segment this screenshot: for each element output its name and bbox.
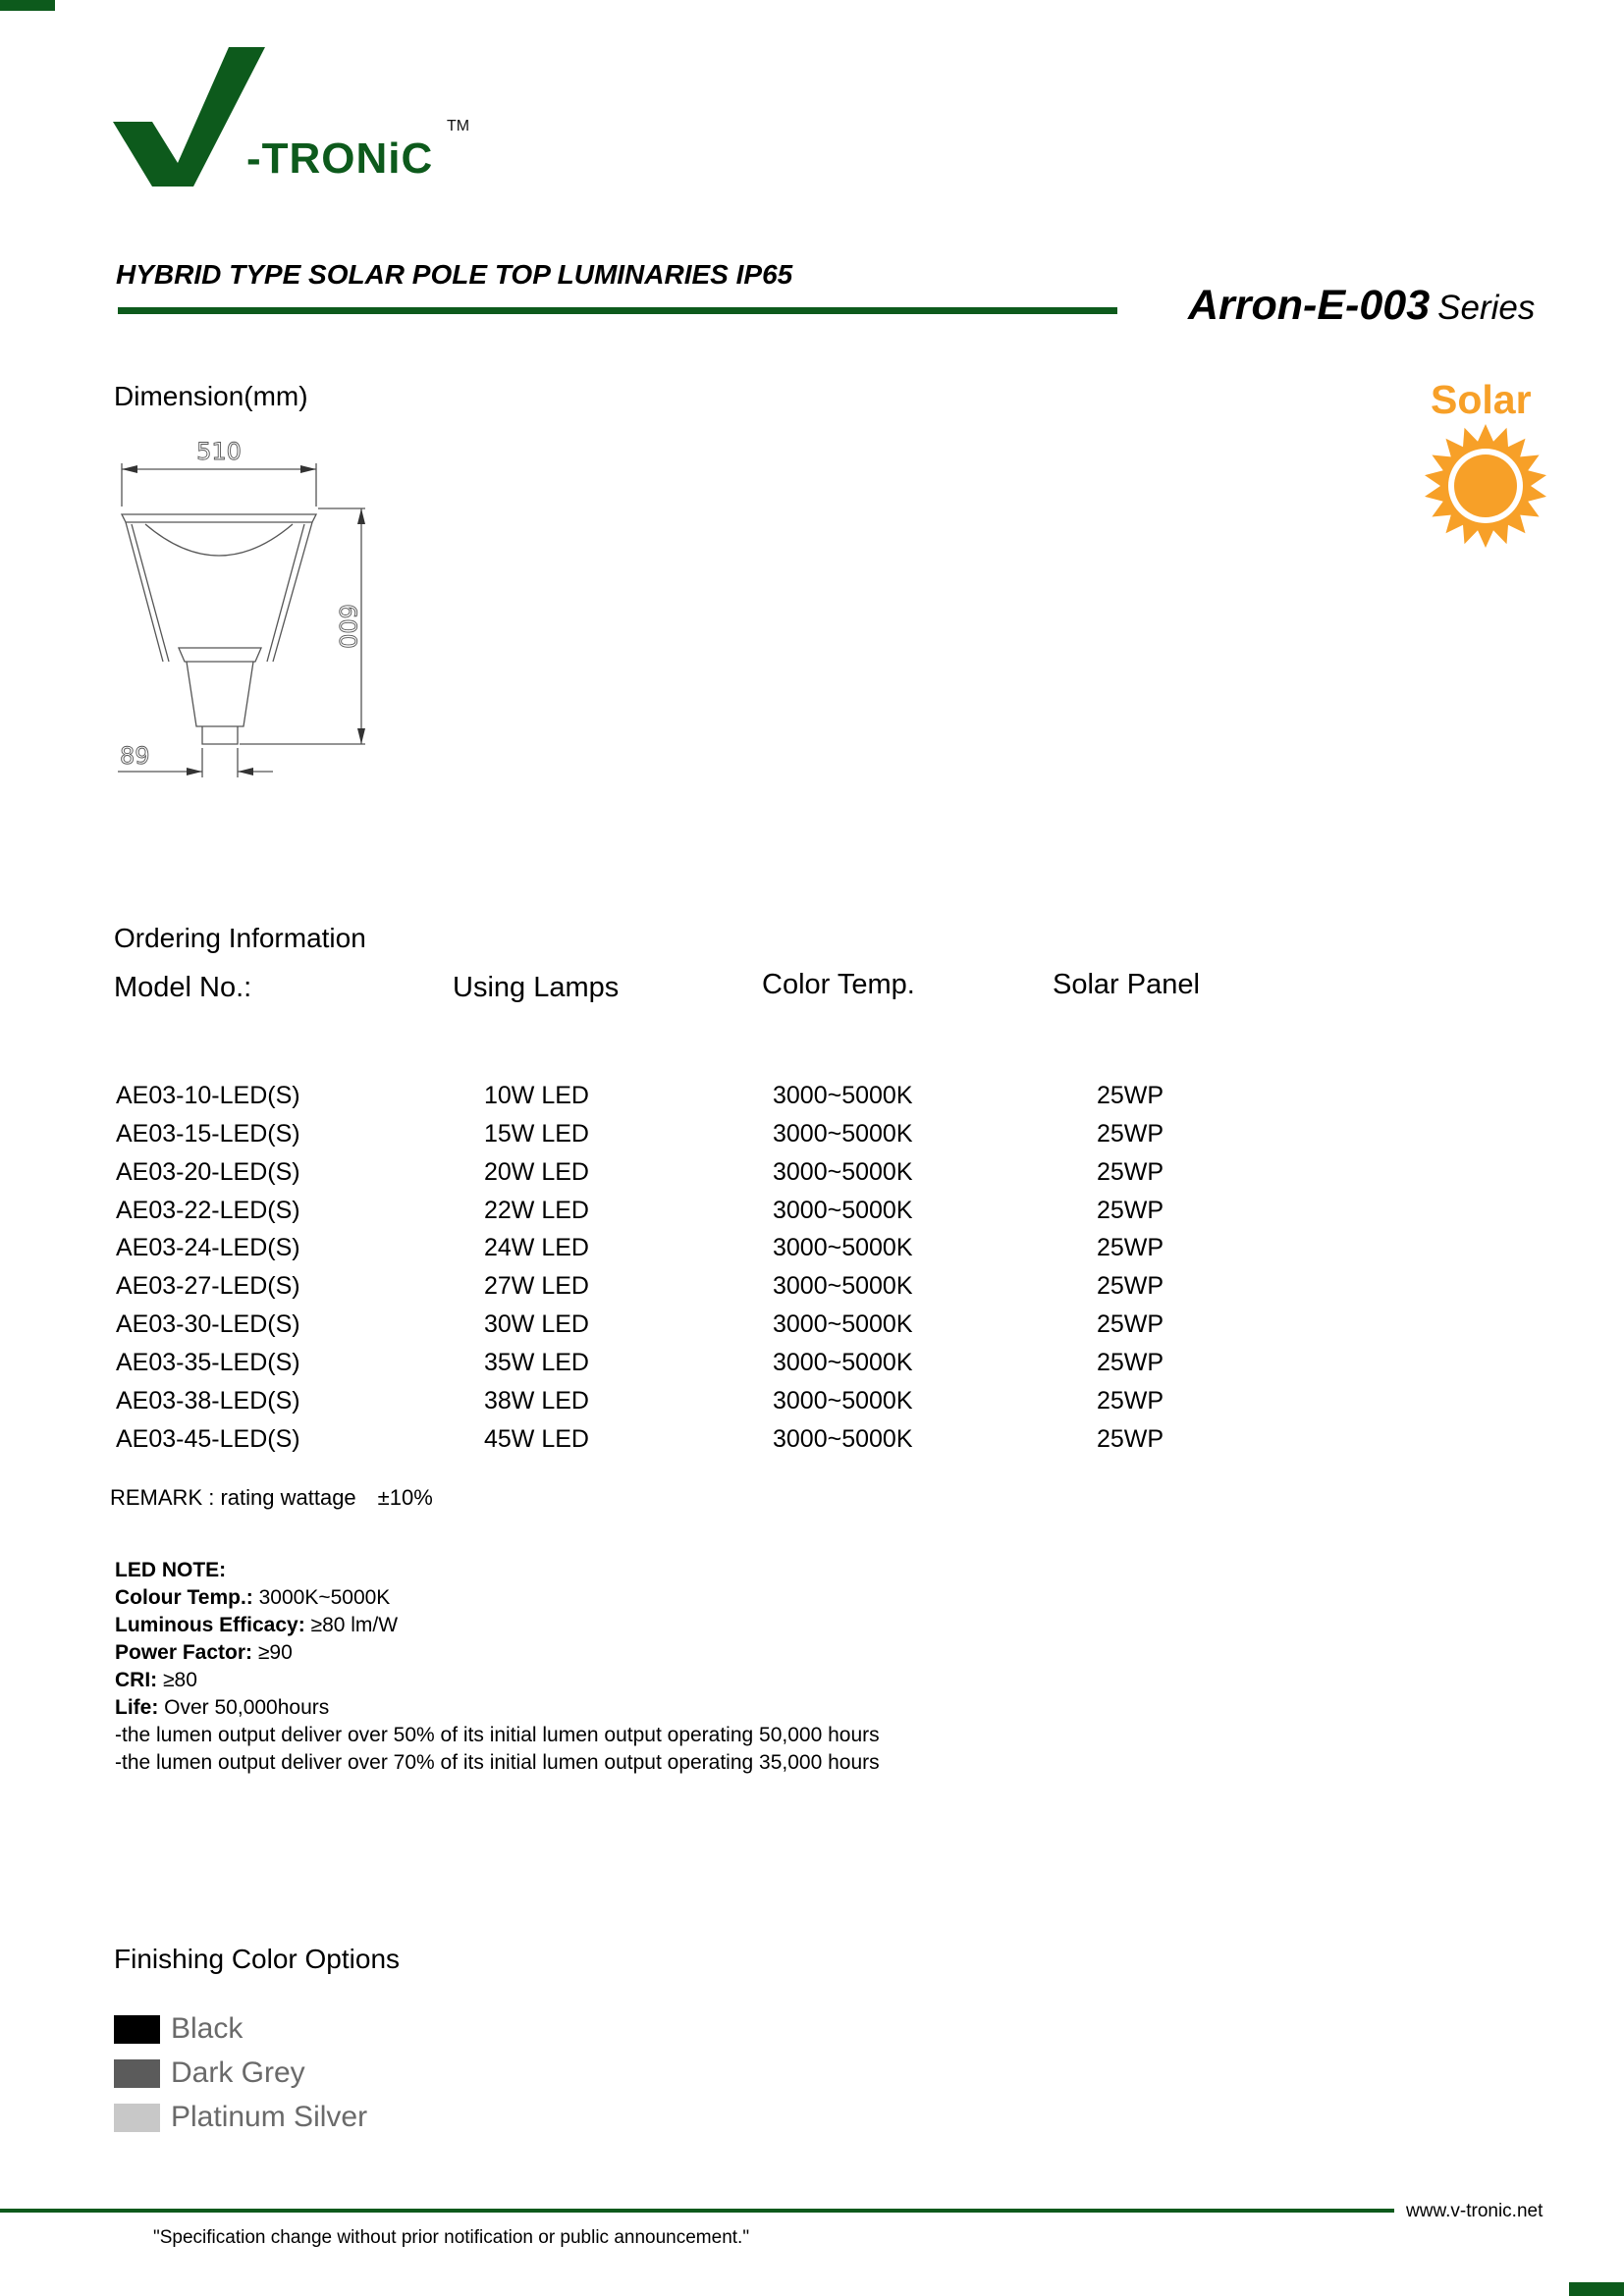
led-note <box>115 1557 880 1777</box>
cell-lamps: 35W LED <box>484 1349 589 1376</box>
table-row <box>0 1387 1276 1425</box>
cell-model: AE03-35-LED(S) <box>116 1349 300 1376</box>
cell-color-temp: 3000~5000K <box>773 1349 913 1376</box>
cell-lamps: 27W LED <box>484 1272 589 1300</box>
cell-model: AE03-10-LED(S) <box>116 1082 300 1109</box>
series-name: Arron-E-003 <box>1188 282 1431 329</box>
cell-model: AE03-30-LED(S) <box>116 1310 300 1338</box>
cell-lamps: 45W LED <box>484 1425 589 1453</box>
brand-name: -TRONiC <box>246 134 434 183</box>
cell-color-temp: 3000~5000K <box>773 1158 913 1186</box>
cell-lamps: 24W LED <box>484 1234 589 1261</box>
color-swatch <box>114 2104 160 2132</box>
cell-solar-panel: 25WP <box>1097 1197 1164 1224</box>
color-option-label: Platinum Silver <box>171 2101 368 2133</box>
cell-model: AE03-22-LED(S) <box>116 1197 300 1224</box>
remark <box>110 1485 433 1511</box>
led-note-item: Power Factor: ≥90 <box>115 1641 293 1664</box>
ordering-heading: Ordering Information <box>114 923 366 953</box>
title-divider <box>118 307 1117 314</box>
column-header-model: Model No.: <box>114 972 252 1003</box>
cell-model: AE03-45-LED(S) <box>116 1425 300 1453</box>
cell-color-temp: 3000~5000K <box>773 1387 913 1415</box>
cell-color-temp: 3000~5000K <box>773 1197 913 1224</box>
column-header-color-temp: Color Temp. <box>762 969 915 1000</box>
led-note-item: Colour Temp.: 3000K~5000K <box>115 1586 391 1609</box>
cell-solar-panel: 25WP <box>1097 1310 1164 1338</box>
checkmark-logo-icon <box>113 47 265 189</box>
solar-label: Solar <box>1431 377 1532 422</box>
trademark-mark: TM <box>447 118 470 134</box>
cell-lamps: 30W LED <box>484 1310 589 1338</box>
remark-text: REMARK : rating wattage <box>110 1485 356 1510</box>
series-suffix: Series <box>1437 289 1536 327</box>
led-note-heading: LED NOTE: <box>115 1559 227 1581</box>
dimension-width-label: 510 <box>196 438 242 465</box>
cell-solar-panel: 25WP <box>1097 1349 1164 1376</box>
table-row <box>0 1272 1276 1310</box>
table-row <box>0 1310 1276 1349</box>
cell-solar-panel: 25WP <box>1097 1272 1164 1300</box>
cell-model: AE03-27-LED(S) <box>116 1272 300 1300</box>
cell-solar-panel: 25WP <box>1097 1234 1164 1261</box>
cell-model: AE03-20-LED(S) <box>116 1158 300 1186</box>
table-row <box>0 1158 1276 1197</box>
table-row <box>0 1120 1276 1158</box>
cell-color-temp: 3000~5000K <box>773 1120 913 1148</box>
led-note-line: -the lumen output deliver over 50% of its initial lumen output operating 50,000 hours <box>115 1724 880 1746</box>
column-header-lamps: Using Lamps <box>453 972 620 1003</box>
table-row <box>0 1197 1276 1235</box>
cell-color-temp: 3000~5000K <box>773 1425 913 1453</box>
cell-solar-panel: 25WP <box>1097 1120 1164 1148</box>
dimension-height-label: 600 <box>334 604 361 649</box>
led-note-line: -the lumen output deliver over 70% of its initial lumen output operating 35,000 hours <box>115 1751 880 1774</box>
led-note-item: Life: Over 50,000hours <box>115 1696 330 1719</box>
finishing-heading: Finishing Color Options <box>114 1944 401 1974</box>
product-title: HYBRID TYPE SOLAR POLE TOP LUMINARIES IP65 <box>116 259 793 290</box>
corner-accent-top <box>0 0 55 11</box>
color-swatch <box>114 2015 160 2044</box>
cell-solar-panel: 25WP <box>1097 1082 1164 1109</box>
cell-color-temp: 3000~5000K <box>773 1234 913 1261</box>
cell-model: AE03-15-LED(S) <box>116 1120 300 1148</box>
footer-divider <box>0 2209 1394 2213</box>
color-option-label: Dark Grey <box>171 2056 305 2089</box>
cell-solar-panel: 25WP <box>1097 1158 1164 1186</box>
led-note-item: Luminous Efficacy: ≥80 lm/W <box>115 1614 399 1636</box>
table-row <box>0 1425 1276 1464</box>
cell-solar-panel: 25WP <box>1097 1425 1164 1453</box>
cell-model: AE03-24-LED(S) <box>116 1234 300 1261</box>
column-header-solar-panel: Solar Panel <box>1053 969 1200 1000</box>
cell-lamps: 15W LED <box>484 1120 589 1148</box>
luminaire-dimension-drawing <box>108 430 383 783</box>
remark-tolerance: ±10% <box>377 1485 433 1510</box>
footer-disclaimer: "Specification change without prior notification or public announcement." <box>153 2227 750 2248</box>
cell-lamps: 22W LED <box>484 1197 589 1224</box>
series-title <box>1188 282 1535 330</box>
cell-lamps: 10W LED <box>484 1082 589 1109</box>
cell-color-temp: 3000~5000K <box>773 1310 913 1338</box>
footer-url[interactable]: www.v-tronic.net <box>1406 2201 1543 2221</box>
table-row <box>0 1349 1276 1387</box>
cell-lamps: 20W LED <box>484 1158 589 1186</box>
dimension-base-label: 89 <box>120 742 150 770</box>
led-note-item: CRI: ≥80 <box>115 1669 197 1691</box>
table-row <box>0 1082 1276 1120</box>
sun-icon <box>1422 422 1549 550</box>
color-swatch <box>114 2059 160 2088</box>
cell-solar-panel: 25WP <box>1097 1387 1164 1415</box>
corner-accent-bottom <box>1569 2282 1624 2296</box>
cell-color-temp: 3000~5000K <box>773 1272 913 1300</box>
color-option-label: Black <box>171 2012 244 2045</box>
cell-model: AE03-38-LED(S) <box>116 1387 300 1415</box>
table-row <box>0 1234 1276 1272</box>
cell-color-temp: 3000~5000K <box>773 1082 913 1109</box>
dimension-heading: Dimension(mm) <box>114 381 308 411</box>
cell-lamps: 38W LED <box>484 1387 589 1415</box>
